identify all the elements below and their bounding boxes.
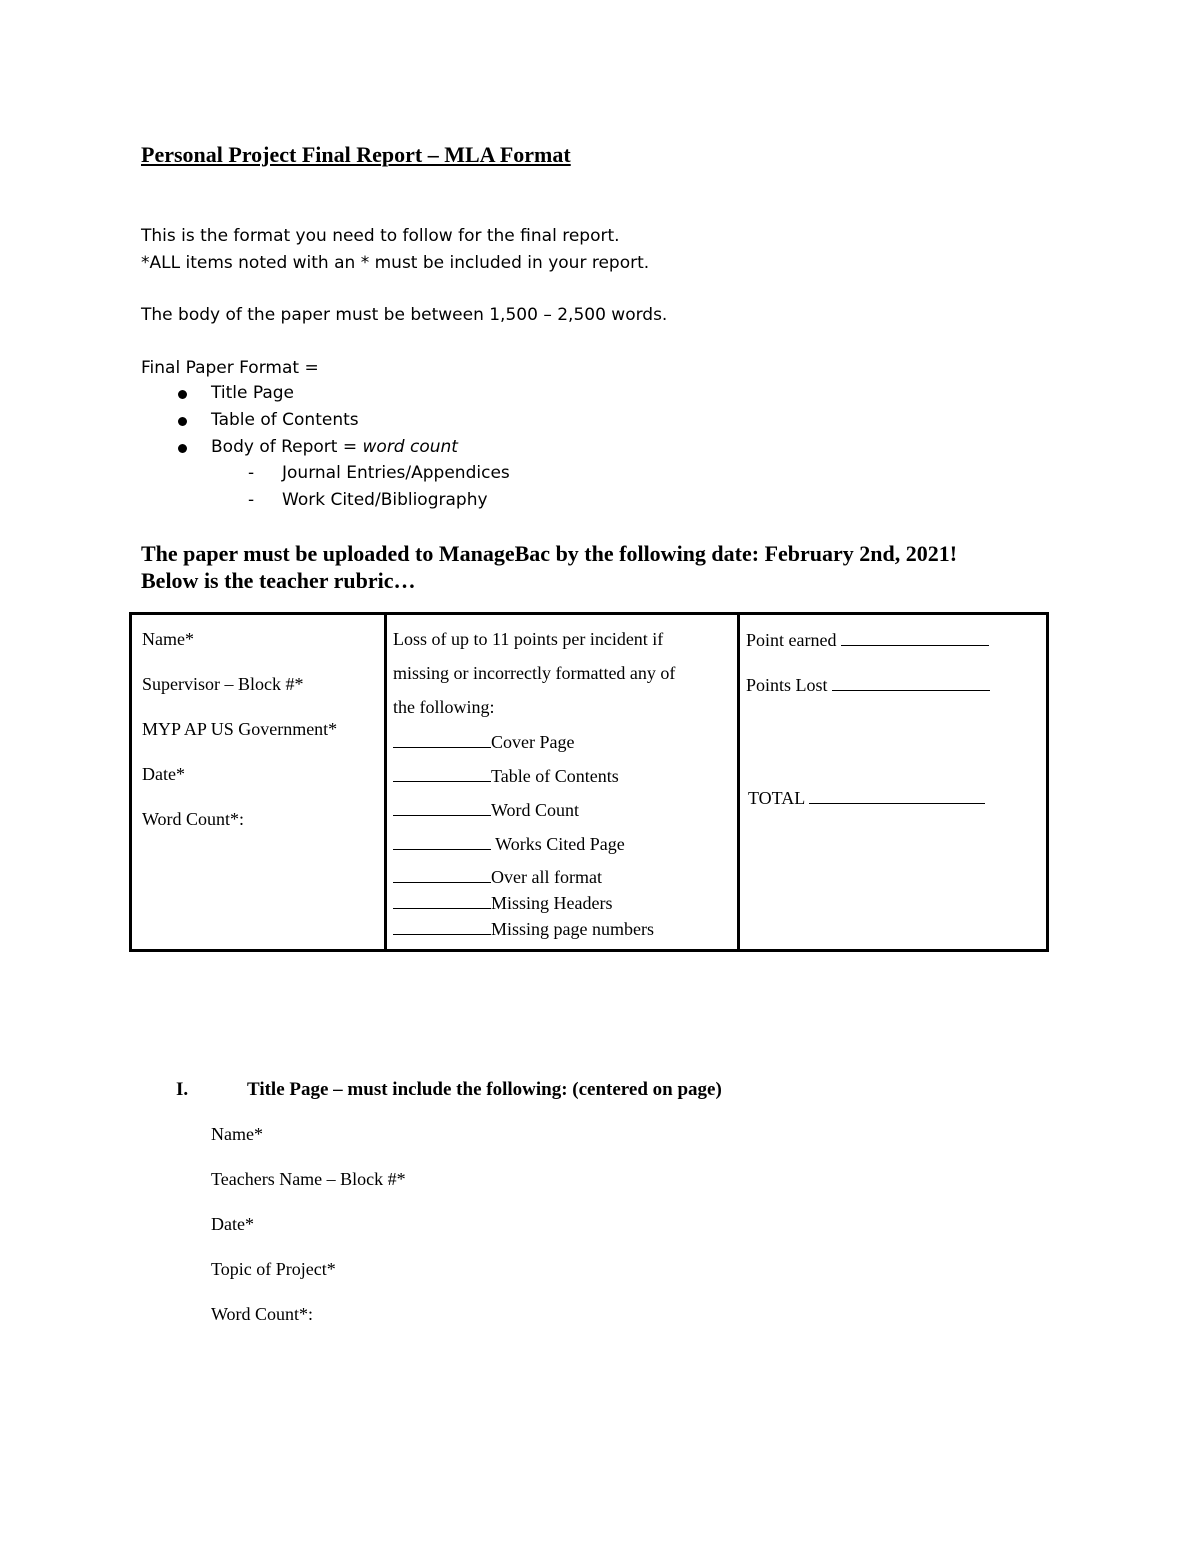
document-title: Personal Project Final Report – MLA Format — [141, 142, 571, 167]
rubric-col-deductions — [386, 614, 739, 951]
required-word-count: Word Count*: — [142, 809, 245, 829]
points-lost: Points Lost — [746, 674, 990, 696]
required-date: Date* — [142, 764, 185, 784]
bullet-icon — [178, 390, 187, 399]
required-course: MYP AP US Government* — [142, 719, 338, 739]
format-bullet-body — [211, 437, 458, 457]
points-lost-blank — [832, 674, 990, 691]
rubric-col-scoring — [739, 614, 1048, 951]
subitem-works-cited: Work Cited/Bibliography — [282, 490, 488, 510]
intro-line-1: This is the format you need to follow for the final report. — [141, 226, 620, 246]
blank-line — [393, 833, 491, 850]
total-blank — [809, 787, 985, 804]
dash-marker: - — [248, 463, 255, 483]
deduction-missing-headers: Missing Headers — [393, 892, 612, 914]
blank-line — [393, 866, 491, 883]
total-score: TOTAL — [748, 787, 985, 809]
rubric-col-required-fields — [131, 614, 386, 951]
intro-line-3: The body of the paper must be between 1,500 – 2,500 words. — [141, 305, 668, 325]
format-bullet-toc: Table of Contents — [211, 410, 359, 430]
blank-line — [393, 799, 491, 816]
bullet-icon — [178, 417, 187, 426]
deduction-intro-2: missing or incorrectly formatted any of — [393, 663, 676, 683]
section-heading: Title Page – must include the following: (centered on page) — [247, 1079, 722, 1100]
rubric-table — [129, 612, 1049, 952]
blank-line — [393, 731, 491, 748]
required-name: Name* — [142, 629, 194, 649]
blank-line — [393, 765, 491, 782]
points-earned-blank — [841, 629, 989, 646]
word-count-italic: word count — [362, 437, 458, 457]
body-label: Body of Report = — [211, 437, 363, 457]
deduction-toc: Table of Contents — [393, 765, 619, 787]
deduction-overall-format: Over all format — [393, 866, 602, 888]
deduction-cover-page: Cover Page — [393, 731, 574, 753]
deduction-works-cited: Works Cited Page — [393, 833, 625, 855]
title-page-item-word-count: Word Count*: — [211, 1304, 314, 1324]
blank-line — [393, 918, 491, 935]
deadline-line: The paper must be uploaded to ManageBac by the following date: February 2nd, 2021! — [141, 541, 958, 566]
points-earned: Point earned — [746, 629, 989, 651]
title-page-item-teacher: Teachers Name – Block #* — [211, 1169, 406, 1189]
deduction-missing-page-numbers: Missing page numbers — [393, 918, 654, 940]
rubric-intro-line: Below is the teacher rubric… — [141, 568, 416, 593]
format-bullet-title-page: Title Page — [211, 383, 294, 403]
deduction-intro-1: Loss of up to 11 points per incident if — [393, 629, 664, 649]
title-page-item-date: Date* — [211, 1214, 254, 1234]
required-supervisor: Supervisor – Block #* — [142, 674, 304, 694]
deduction-intro-3: the following: — [393, 697, 495, 717]
intro-line-2: *ALL items noted with an * must be included in your report. — [141, 253, 650, 273]
dash-marker: - — [248, 490, 255, 510]
blank-line — [393, 892, 491, 909]
subitem-journal: Journal Entries/Appendices — [282, 463, 510, 483]
title-page-item-name: Name* — [211, 1124, 263, 1144]
title-page-item-topic: Topic of Project* — [211, 1259, 336, 1279]
bullet-icon — [178, 444, 187, 453]
format-heading: Final Paper Format = — [141, 358, 319, 378]
deduction-word-count: Word Count — [393, 799, 579, 821]
section-numeral: I. — [176, 1079, 189, 1100]
